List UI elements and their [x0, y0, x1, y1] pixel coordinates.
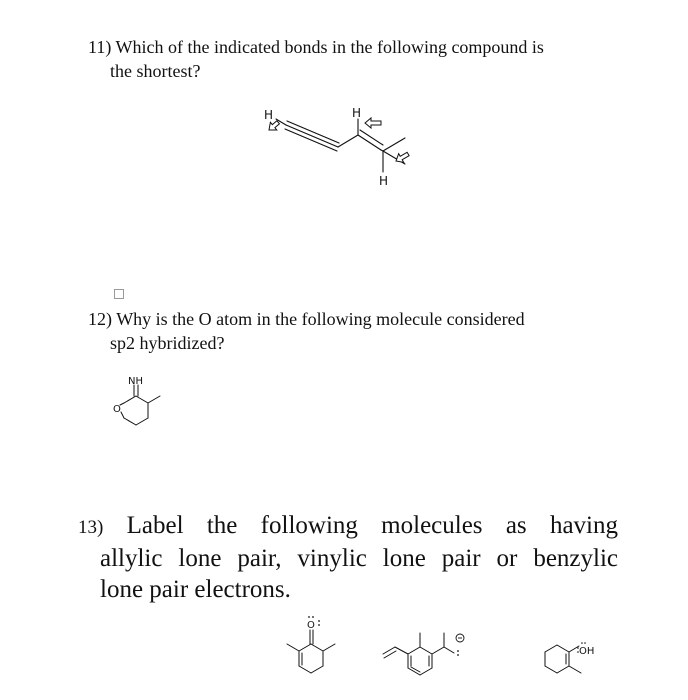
- question-13-line-2: allylic lone pair, vinylic lone pair or benzylic: [100, 545, 618, 572]
- question-12-text: Why is the O atom in the following molecule considered: [116, 309, 525, 329]
- question-13-text: Label the following molecules as having: [126, 512, 618, 539]
- question-13-line-1: [78, 510, 618, 543]
- question-13-line-3: lone pair electrons.: [100, 576, 291, 603]
- imine-nh-label: NH: [128, 376, 143, 387]
- question-12-line-1: [88, 307, 648, 331]
- question-13: [78, 510, 618, 605]
- question-12-line-2: sp2 hybridized?: [110, 333, 225, 353]
- question-13-molecule-c: [535, 628, 615, 698]
- hydroxyl-label: OH: [579, 646, 595, 657]
- question-11: [88, 35, 648, 83]
- arrow-pointer-icon: [365, 118, 381, 128]
- question-11-line-1: [88, 35, 648, 59]
- question-12-molecule: [108, 372, 178, 442]
- hydrogen-label-top: H: [352, 106, 362, 120]
- question-13-molecule-b: [378, 622, 478, 692]
- hydrogen-label-left: H: [264, 108, 274, 122]
- question-11-number: 11): [88, 37, 112, 57]
- arrow-pointer-icon: [394, 150, 411, 166]
- carbonyl-oxygen-label: O: [307, 620, 315, 631]
- question-11-text: Which of the indicated bonds in the following compound is: [115, 37, 544, 57]
- negative-charge-icon: [456, 634, 464, 642]
- question-12-number: 12): [88, 309, 112, 329]
- question-13-number: 13): [78, 517, 104, 538]
- question-11-line-2: the shortest?: [110, 61, 201, 81]
- question-12: [88, 307, 648, 355]
- question-11-molecule: [255, 100, 435, 195]
- ring-oxygen-label: O: [113, 404, 121, 415]
- lone-pair-dots-icon: [457, 650, 459, 656]
- question-13-molecule-a: [275, 612, 355, 692]
- checkbox-icon[interactable]: [114, 289, 124, 299]
- hydrogen-label-bottom: H: [379, 174, 389, 188]
